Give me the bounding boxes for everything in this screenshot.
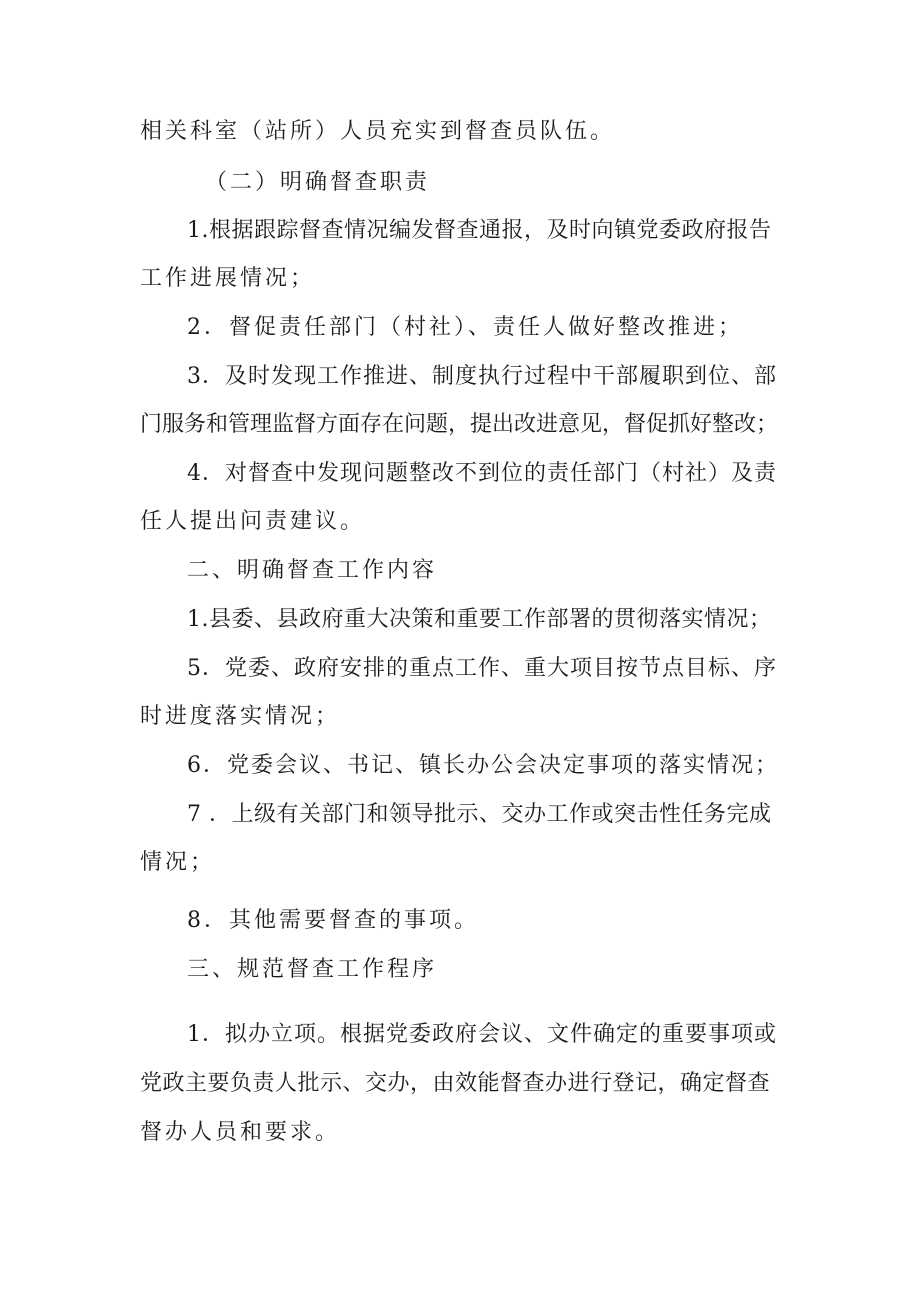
text-line: 1．拟办立项。根据党委政府会议、文件确定的重要事项或 bbox=[187, 1022, 777, 1047]
section-heading: 二、明确督查工作内容 bbox=[187, 558, 438, 583]
text-line: 门服务和管理监督方面存在问题，提出改进意见，督促抓好整改； bbox=[140, 412, 779, 437]
text-line: 情况； bbox=[140, 850, 216, 875]
text-line: 任人提出问责建议。 bbox=[140, 509, 366, 534]
text-line: 1.县委、县政府重大决策和重要工作部署的贯彻落实情况； bbox=[187, 607, 772, 632]
text-line: 时进度落实情况； bbox=[140, 704, 341, 729]
text-line: 4．对督查中发现问题整改不到位的责任部门（村社）及责 bbox=[187, 461, 777, 486]
text-line: 2．督促责任部门（村社）、责任人做好整改推进； bbox=[187, 315, 743, 340]
text-line: 督办人员和要求。 bbox=[140, 1120, 341, 1145]
text-line: 8．其他需要督查的事项。 bbox=[187, 908, 479, 933]
text-line: 6．党委会议、书记、镇长办公会决定事项的落实情况； bbox=[187, 753, 779, 778]
text-line: 3．及时发现工作推进、制度执行过程中干部履职到位、部 bbox=[187, 364, 777, 389]
text-line: 5．党委、政府安排的重点工作、重大项目按节点目标、序 bbox=[187, 656, 777, 681]
subsection-heading: （二）明确督查职责 bbox=[205, 170, 431, 195]
text-line: 党政主要负责人批示、交办，由效能督查办进行登记，确定督查 bbox=[140, 1071, 771, 1096]
text-line: 7 ．上级有关部门和领导批示、交办工作或突击性任务完成 bbox=[187, 802, 772, 827]
text-line: 1.根据跟踪督查情况编发督查通报，及时向镇党委政府报告 bbox=[187, 218, 772, 243]
text-line: 工作进展情况； bbox=[140, 266, 316, 291]
section-heading: 三、规范督查工作程序 bbox=[187, 957, 438, 982]
text-line: 相关科室（站所）人员充实到督查员队伍。 bbox=[140, 119, 616, 144]
